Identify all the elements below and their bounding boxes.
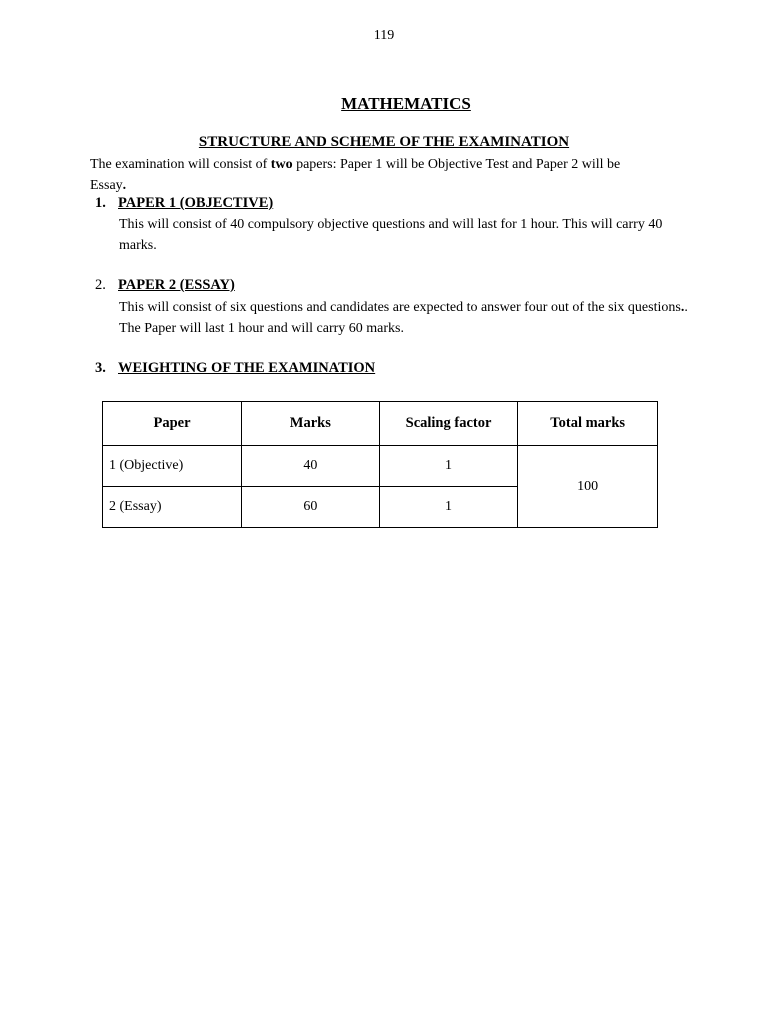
cell-paper: 2 (Essay) xyxy=(103,487,242,528)
page-title: MATHEMATICS xyxy=(341,94,471,113)
section-2-number: 2. xyxy=(95,277,106,293)
header-marks: Marks xyxy=(242,402,380,446)
section-2-body-part1: This will consist of six questions and candidates are expected to answer four out of the six questions xyxy=(119,300,681,315)
header-total-marks: Total marks xyxy=(518,402,658,446)
section-2-heading xyxy=(95,277,235,294)
weighting-table xyxy=(102,401,658,528)
section-2-label: PAPER 2 (ESSAY) xyxy=(118,277,235,293)
intro-end-punct: . xyxy=(122,178,127,193)
section-3-label: WEIGHTING OF THE EXAMINATION xyxy=(118,360,376,376)
section-1-label: PAPER 1 (OBJECTIVE) xyxy=(118,195,274,211)
section-3-heading xyxy=(95,360,375,377)
header-scaling-factor: Scaling factor xyxy=(379,402,518,446)
cell-paper: 1 (Objective) xyxy=(103,446,242,487)
intro-text-end: papers: Paper 1 will be Objective Test and Paper 2 will be Essay xyxy=(90,157,621,193)
table-header-row xyxy=(103,402,658,446)
cell-total-marks: 100 xyxy=(518,446,658,528)
section-1-heading xyxy=(95,195,273,212)
section-2-body-bold-period: . xyxy=(680,300,685,315)
section-2-body xyxy=(119,297,689,339)
section-3-number: 3. xyxy=(95,360,106,376)
section-title: STRUCTURE AND SCHEME OF THE EXAMINATION xyxy=(198,134,570,150)
section-1-number: 1. xyxy=(95,195,106,211)
cell-scaling: 1 xyxy=(379,446,518,487)
header-paper: Paper xyxy=(103,402,242,446)
page-number: 119 xyxy=(373,28,395,43)
section-1-body: This will consist of 40 compulsory objective questions and will last for 1 hour. This will carry 40 marks. xyxy=(119,217,663,253)
intro-bold-word: two xyxy=(270,157,293,172)
cell-marks: 60 xyxy=(242,487,380,528)
cell-scaling: 1 xyxy=(379,487,518,528)
cell-marks: 40 xyxy=(242,446,380,487)
table-row xyxy=(103,446,658,487)
section-2-body-part2: . The Paper will last 1 hour and will carry 60 marks. xyxy=(119,300,688,336)
intro-paragraph xyxy=(90,154,630,196)
intro-text-start: The examination will consist of xyxy=(90,157,271,172)
